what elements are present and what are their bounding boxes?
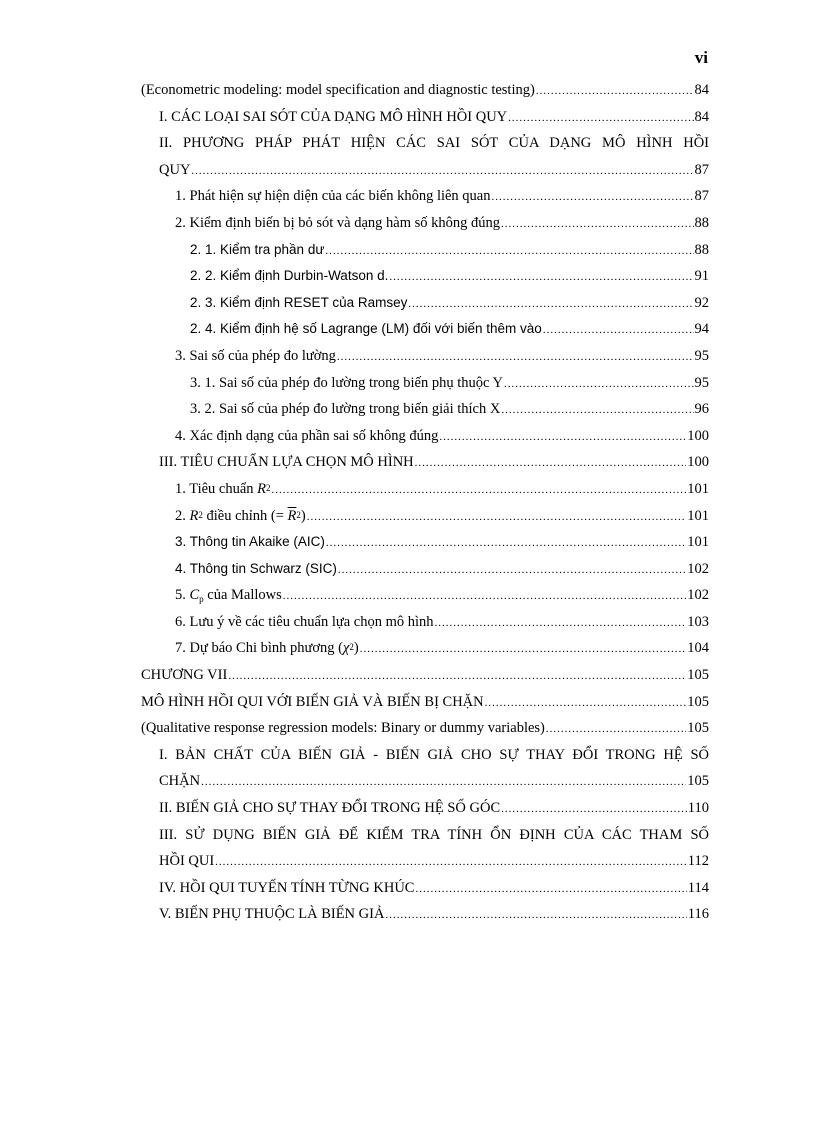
superscript: 2 <box>349 642 354 653</box>
toc-entry-page: 88 <box>694 214 709 231</box>
dot-leader <box>389 264 693 291</box>
dot-leader <box>485 690 687 717</box>
toc-entry[interactable] <box>141 795 709 822</box>
dot-leader <box>415 450 687 477</box>
toc-entry-title <box>175 503 306 530</box>
toc-entry[interactable] <box>141 290 709 317</box>
toc-entry-title: (Qualitative response regression models: Binary or dummy variables) <box>141 720 545 737</box>
toc-entry-title: CHẶN <box>159 773 201 790</box>
toc-entry-page: 102 <box>687 587 709 604</box>
toc-entry-page: 101 <box>687 534 709 551</box>
superscript: 2 <box>198 509 203 520</box>
toc-entry-title: 2. 1. Kiểm tra phần dư <box>190 241 325 257</box>
toc-entry-title: 3. 2. Sai số của phép đo lường trong biến giải thích X <box>190 401 501 418</box>
toc-entry-page: 110 <box>687 800 709 817</box>
dot-leader <box>326 530 686 557</box>
toc-entry-title: 2. 2. Kiểm định Durbin-Watson d. <box>190 268 389 284</box>
toc-entry[interactable] <box>141 210 709 237</box>
dot-leader <box>201 769 686 796</box>
toc-entry-page: 105 <box>687 720 709 737</box>
title-prefix: 7. Dự báo Chi bình phương ( <box>175 640 343 657</box>
toc-entry[interactable] <box>141 635 709 662</box>
toc-entry-title: HỒI QUI <box>159 853 215 870</box>
toc-entry[interactable] <box>141 343 709 370</box>
toc-entry-page: 100 <box>687 427 709 444</box>
superscript: 2 <box>296 509 301 520</box>
toc-entry-page: 84 <box>694 82 709 98</box>
toc-entry-title: 3. Thông tin Akaike (AIC) <box>175 534 325 550</box>
toc-entry-page: 94 <box>694 321 709 338</box>
toc-entry-page: 102 <box>687 560 709 577</box>
dot-leader <box>435 610 687 637</box>
dot-leader <box>536 78 694 105</box>
toc-entry[interactable] <box>141 662 709 689</box>
subscript: p <box>199 594 204 605</box>
title-prefix: 2. <box>175 507 190 524</box>
toc-entry-title: 3. 1. Sai số của phép đo lường trong biến phụ thuộc Y <box>190 374 504 391</box>
toc-entry-title: 6. Lưu ý về các tiêu chuẩn lựa chọn mô hình <box>175 613 434 630</box>
toc-entry-page: 100 <box>687 454 709 471</box>
dot-leader <box>492 184 694 211</box>
toc-entry-page: 114 <box>687 879 709 896</box>
toc-entry[interactable] <box>141 689 709 716</box>
toc-entry[interactable] <box>141 715 709 742</box>
math-symbol: C <box>189 587 200 604</box>
table-of-contents <box>141 77 709 928</box>
dot-leader <box>215 849 687 876</box>
toc-entry-title: III. TIÊU CHUẨN LỰA CHỌN MÔ HÌNH <box>159 454 414 471</box>
dot-leader <box>337 344 694 371</box>
toc-entry[interactable] <box>141 370 709 397</box>
toc-entry-wrapped-line[interactable]: II. PHƯƠNG PHÁP PHÁT HIỆN CÁC SAI SÓT CỦA DẠNG MÔ HÌNH HỒI <box>159 135 709 152</box>
dot-leader <box>408 291 693 318</box>
superscript: 2 <box>266 482 271 493</box>
toc-entry-page: 87 <box>694 188 709 205</box>
toc-entry-title <box>175 635 359 662</box>
toc-entry-page: 105 <box>687 773 709 790</box>
toc-entry-wrapped-line[interactable]: I. BẢN CHẤT CỦA BIẾN GIẢ - BIẾN GIẢ CHO SỰ THAY ĐỔI TRONG HỆ SỐ <box>159 746 709 763</box>
math-symbol: R <box>257 480 267 497</box>
dot-leader <box>543 317 694 344</box>
toc-entry[interactable] <box>141 396 709 423</box>
dot-leader <box>307 504 687 531</box>
toc-entry-title: 2. Kiểm định biến bị bỏ sót và dạng hàm số không đúng <box>175 214 501 231</box>
toc-entry[interactable] <box>141 183 709 210</box>
dot-leader <box>501 211 693 238</box>
toc-entry[interactable] <box>141 582 709 609</box>
toc-entry-page: 88 <box>694 241 709 258</box>
toc-entry-title: MÔ HÌNH HỒI QUI VỚI BIẾN GIẢ VÀ BIẾN BỊ CHẶN <box>141 693 484 710</box>
dot-leader <box>501 796 687 823</box>
toc-entry-page: 96 <box>694 401 709 418</box>
toc-entry[interactable] <box>141 901 709 928</box>
toc-entry-page: 84 <box>694 108 709 125</box>
toc-entry-page: 105 <box>687 693 709 710</box>
toc-entry[interactable] <box>141 104 709 131</box>
dot-leader <box>504 371 693 398</box>
dot-leader <box>325 238 693 265</box>
toc-entry[interactable] <box>141 476 709 503</box>
dot-leader <box>415 876 686 903</box>
toc-entry[interactable] <box>141 848 709 875</box>
toc-entry-title: CHƯƠNG VII <box>141 667 228 684</box>
toc-entry[interactable] <box>141 77 709 104</box>
toc-entry[interactable] <box>141 503 709 530</box>
dot-leader <box>385 902 686 929</box>
toc-entry[interactable] <box>141 768 709 795</box>
dot-leader <box>546 716 686 743</box>
page-number: vi <box>694 48 708 67</box>
toc-entry-page: 92 <box>694 294 709 311</box>
toc-entry-page: 103 <box>687 613 709 630</box>
title-middle: điều chỉnh (= <box>202 507 288 524</box>
toc-entry[interactable] <box>141 875 709 902</box>
toc-entry-title: V. BIẾN PHỤ THUỘC LÀ BIẾN GIẢ <box>159 906 385 923</box>
toc-entry-page: 87 <box>694 161 709 178</box>
toc-entry-page: 101 <box>687 507 709 524</box>
toc-entry-title: 2. 4. Kiểm định hệ số Lagrange (LM) đối với biến thêm vào <box>190 321 542 337</box>
math-symbol: R <box>189 507 199 524</box>
toc-entry-page: 104 <box>687 640 709 657</box>
dot-leader <box>360 636 687 663</box>
toc-entry-page: 116 <box>687 906 709 923</box>
toc-entry[interactable] <box>141 529 709 556</box>
dot-leader <box>283 583 686 610</box>
toc-entry-title: 1. Phát hiện sự hiện diện của các biến không liên quan <box>175 188 491 205</box>
math-symbol-bar: $\overline{R}$ <box>287 507 297 524</box>
dot-leader <box>501 397 693 424</box>
toc-entry-page: 95 <box>694 374 709 391</box>
toc-entry[interactable] <box>141 157 709 184</box>
toc-entry-title: QUY <box>159 161 191 178</box>
toc-entry-title <box>175 582 282 609</box>
toc-entry-title: 4. Thông tin Schwarz (SIC) <box>175 560 337 576</box>
dot-leader <box>228 663 686 690</box>
toc-entry[interactable] <box>141 609 709 636</box>
title-prefix: 1. Tiêu chuẩn <box>175 480 258 497</box>
dot-leader <box>272 477 687 504</box>
toc-entry[interactable] <box>141 263 709 290</box>
toc-entry-title: 4. Xác định dạng của phần sai số không đúng <box>175 427 439 444</box>
toc-entry[interactable] <box>141 237 709 264</box>
toc-entry-title: I. CÁC LOẠI SAI SÓT CỦA DẠNG MÔ HÌNH HỒI QUY <box>159 108 508 125</box>
title-suffix: của Mallows <box>203 587 282 604</box>
title-prefix: 5. <box>175 587 190 604</box>
toc-entry-title <box>175 476 271 503</box>
toc-entry[interactable] <box>141 556 709 583</box>
toc-entry-title: II. BIẾN GIẢ CHO SỰ THAY ĐỔI TRONG HỆ SỐ GÓC <box>159 800 501 817</box>
toc-entry-page: 112 <box>687 853 709 870</box>
toc-entry-page: 91 <box>694 268 709 285</box>
toc-entry[interactable] <box>141 449 709 476</box>
toc-entry-title: (Econometric modeling: model specification and diagnostic testing) <box>141 82 535 98</box>
toc-entry-title: 3. Sai số của phép đo lường <box>175 347 336 364</box>
toc-entry[interactable] <box>141 316 709 343</box>
title-suffix: ) <box>300 507 306 524</box>
toc-entry-wrapped-line[interactable]: III. SỬ DỤNG BIẾN GIẢ ĐỂ KIỂM TRA TÍNH ỔN ĐỊNH CỦA CÁC THAM SỐ <box>159 826 709 843</box>
dot-leader <box>439 424 686 451</box>
dot-leader <box>191 158 693 185</box>
toc-entry-title: IV. HỒI QUI TUYẾN TÍNH TỪNG KHÚC <box>159 879 415 896</box>
toc-entry-title: 2. 3. Kiểm định RESET của Ramsey <box>190 294 408 310</box>
title-suffix: ) <box>353 640 359 657</box>
dot-leader <box>508 105 693 132</box>
math-symbol: χ <box>342 640 350 657</box>
toc-entry-page: 105 <box>687 667 709 684</box>
toc-entry-page: 95 <box>694 347 709 364</box>
toc-entry[interactable] <box>141 423 709 450</box>
toc-entry-page: 101 <box>687 480 709 497</box>
dot-leader <box>338 557 686 584</box>
